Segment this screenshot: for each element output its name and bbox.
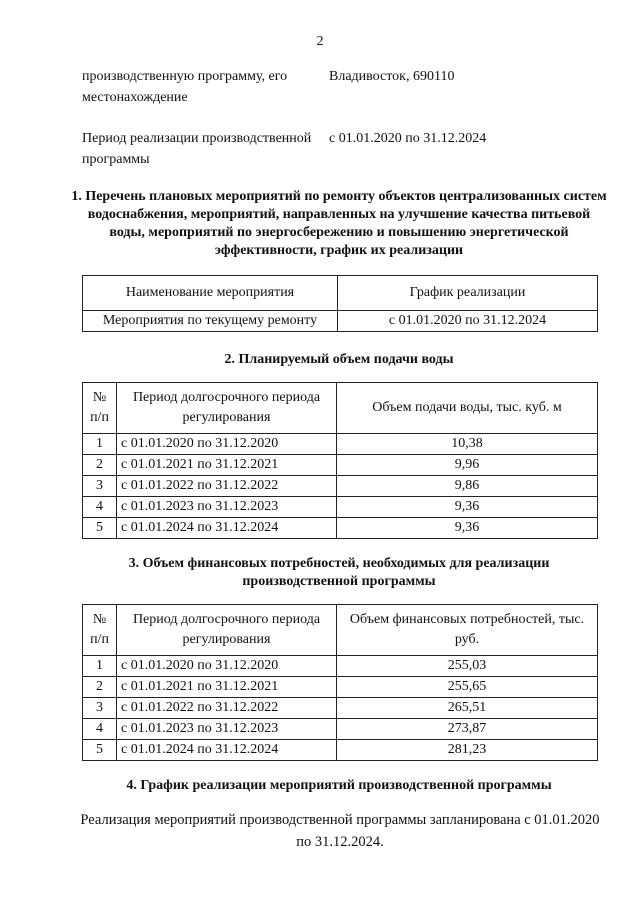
cell-number: 5 [83,518,117,539]
cell-number: 2 [83,677,117,698]
section-4-heading: 4. График реализации мероприятий производственной программы [126,778,552,793]
cell-period: с 01.01.2020 по 31.12.2020 [117,656,337,677]
cell-financing: 255,03 [337,656,598,677]
page-number: 2 [316,34,324,49]
cell-number: 1 [83,656,117,677]
table-row [83,656,598,677]
cell-volume: 9,86 [337,476,598,497]
cell-financing: 265,51 [337,698,598,719]
cell-period: с 01.01.2021 по 31.12.2021 [117,455,337,476]
cell-number: 3 [83,698,117,719]
table-row [83,311,598,332]
cell-period: с 01.01.2024 по 31.12.2024 [117,518,337,539]
table-row [83,740,598,761]
cell-volume: 9,36 [337,518,598,539]
section-3-table [82,604,598,761]
cell-period: с 01.01.2020 по 31.12.2020 [117,434,337,455]
cell-number: 1 [83,434,117,455]
header-cell-schedule: График реализации [338,276,598,311]
table-row [83,518,598,539]
table-header-row [83,383,598,434]
cell-number: 4 [83,719,117,740]
info-label-period: Период реализации производственной программы [82,131,312,167]
cell-activity: Мероприятия по текущему ремонту [83,311,338,332]
cell-volume: 9,96 [337,455,598,476]
cell-financing: 273,87 [337,719,598,740]
table-row [83,434,598,455]
header-cell-period: Период долгосрочного периода регулирования [117,605,337,656]
cell-financing: 281,23 [337,740,598,761]
table-header-row [83,276,598,311]
header-cell-volume: Объем подачи воды, тыс. куб. м [337,383,598,434]
cell-number: 4 [83,497,117,518]
info-value-period: с 01.01.2020 по 31.12.2024 [329,131,487,146]
section-3-heading: 3. Объем финансовых потребностей, необходимых для реализации производственной программы [128,556,550,589]
cell-period: с 01.01.2024 по 31.12.2024 [117,740,337,761]
table-row [83,698,598,719]
table-header-row [83,605,598,656]
cell-financing: 255,65 [337,677,598,698]
cell-period: с 01.01.2022 по 31.12.2022 [117,476,337,497]
table-row [83,677,598,698]
cell-period: с 01.01.2023 по 31.12.2023 [117,719,337,740]
section-1-heading: 1. Перечень плановых мероприятий по ремонту объектов централизованных систем водоснабжения, мероприятий, направленных на улучшение качества питьевой воды, мероприятий по энергосбережению и повышению энергетической эффективности, график их реализации [71,189,607,258]
cell-schedule: с 01.01.2020 по 31.12.2024 [338,311,598,332]
cell-period: с 01.01.2021 по 31.12.2021 [117,677,337,698]
info-value-location: Владивосток, 690110 [329,69,455,84]
implementation-note: Реализация мероприятий производственной программы запланирована с 01.01.2020 по 31.12.2024. [80,812,600,850]
table-row [83,455,598,476]
table-row [83,719,598,740]
header-cell-number: № п/п [83,383,117,434]
cell-volume: 10,38 [337,434,598,455]
section-2-heading: 2. Планируемый объем подачи воды [224,352,454,367]
cell-period: с 01.01.2022 по 31.12.2022 [117,698,337,719]
table-row [83,497,598,518]
table-row [83,476,598,497]
header-cell-period: Период долгосрочного периода регулирования [117,383,337,434]
section-1-table [82,275,598,332]
info-label-location: производственную программу, его местонахождение [82,69,288,105]
cell-number: 3 [83,476,117,497]
cell-number: 2 [83,455,117,476]
header-cell-number: № п/п [83,605,117,656]
section-2-table [82,382,598,539]
cell-period: с 01.01.2023 по 31.12.2023 [117,497,337,518]
header-cell-activity: Наименование мероприятия [83,276,338,311]
cell-number: 5 [83,740,117,761]
header-cell-financing: Объем финансовых потребностей, тыс. руб. [337,605,598,656]
cell-volume: 9,36 [337,497,598,518]
